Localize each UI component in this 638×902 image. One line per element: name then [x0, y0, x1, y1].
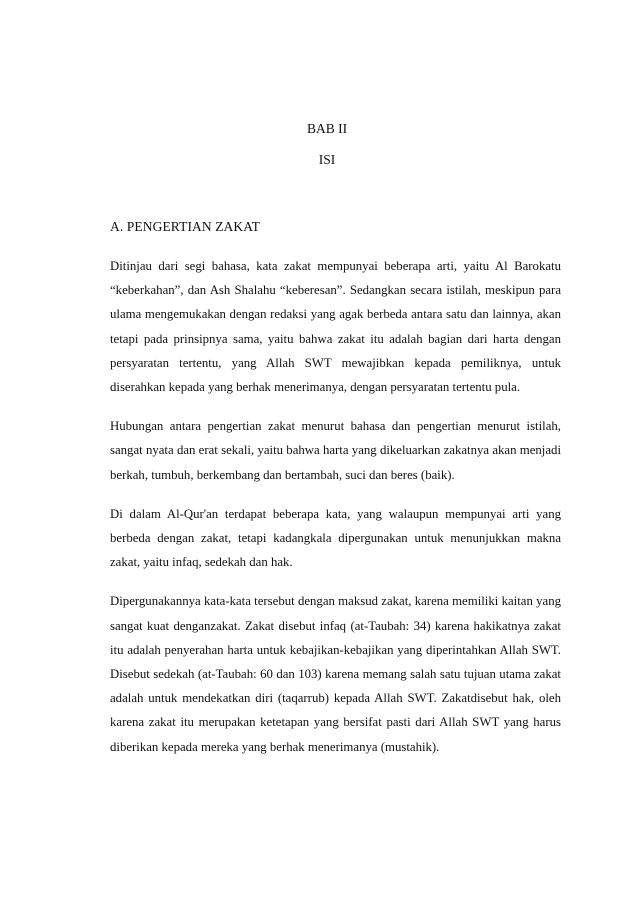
paragraph-term-usage: Dipergunakannya kata-kata tersebut dengan maksud zakat, karena memiliki kaitan yang sangat kuat denganzakat. Zakat disebut infaq (at-Taubah: 34) karena hakikatnya zakat itu adalah penyerahan harta untuk kebajikan-kebajikan yang diperintahkan Allah SWT. Disebut sedekah (at-Taubah: 60 dan 103) karena memang salah satu tujuan utama zakat adalah untuk mendekatkan diri (taqarrub) kepada Allah SWT. Zakatdisebut hak, oleh karena zakat itu merupakan ketetapan yang bersifat pasti dari Allah SWT yang harus diberikan kepada mereka yang berhak menerimanya (mustahik). — [110, 594, 561, 754]
paragraph-relation: Hubungan antara pengertian zakat menurut bahasa dan pengertian menurut istilah, sangat nyata dan erat sekali, yaitu bahwa harta yang dikeluarkan zakatnya akan menjadi berkah, tumbuh, berkembang dan bertambah, suci dan beres (baik). — [110, 419, 561, 482]
paragraph-definition: Ditinjau dari segi bahasa, kata zakat mempunyai beberapa arti, yaitu Al Barokatu “keberkahan”, dan Ash Shalahu “keberesan”. Sedangkan secara istilah, meskipun para ulama mengemukakan dengan redaksi yang agak berbeda antara satu dan lainnya, akan tetapi pada prinsipnya sama, yaitu bahwa zakat itu adalah bagian dari harta dengan persyaratan tertentu, yang Allah SWT mewajibkan kepada pemiliknya, untuk diserahkan kepada yang berhak menerimanya, dengan persyaratan tertentu pula. — [110, 259, 561, 395]
chapter-title: ISI — [318, 152, 336, 167]
document-body — [110, 254, 561, 774]
chapter-label: BAB II — [306, 121, 348, 136]
paragraph-quran-terms: Di dalam Al-Qur'an terdapat beberapa kata, yang walaupun mempunyai arti yang berbeda dengan zakat, tetapi kadangkala dipergunakan untuk menunjukkan makna zakat, yaitu infaq, sedekah dan hak. — [110, 506, 561, 570]
section-heading: A. PENGERTIAN ZAKAT — [110, 219, 260, 234]
